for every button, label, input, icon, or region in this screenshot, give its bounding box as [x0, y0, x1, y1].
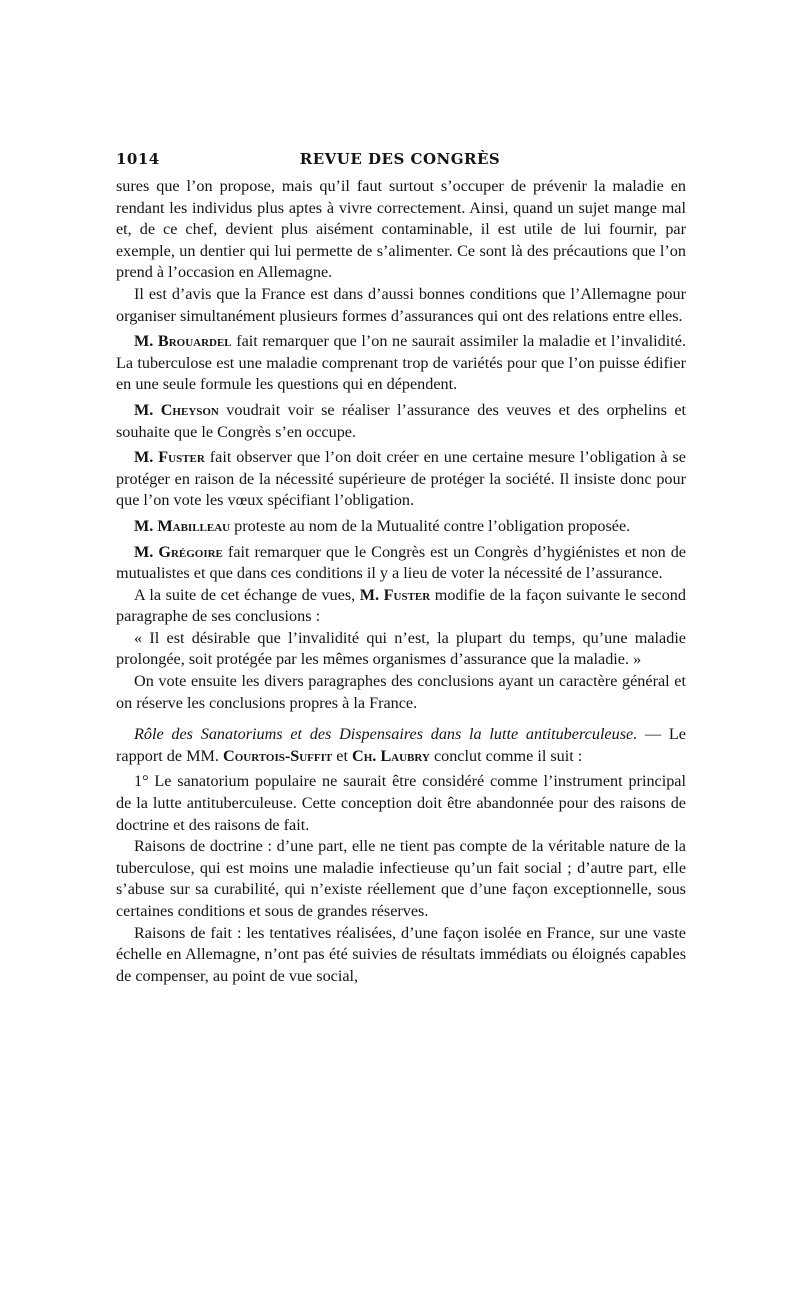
paragraph: M. Cheyson voudrait voir se réaliser l’assurance des veuves et des orphelins et souhaite que le Congrès s’en occupe.	[116, 400, 686, 441]
paragraph: A la suite de cet échange de vues, M. Fuster modifie de la façon suivante le second paragraphe de ses conclusions :	[116, 585, 686, 626]
paragraph: Raisons de doctrine : d’une part, elle ne tient pas compte de la véritable nature de la tuberculose, qui est moins une maladie infectieuse qu’un fait social ; d’autre part, elle s’abuse sur sa curabilité, qui n’existe réellement que d’une façon exceptionnelle, sous certaines conditions et sous de grandes réserves.	[116, 837, 686, 920]
paragraph: M. Brouardel fait remarquer que l’on ne saurait assimiler la maladie et l’invalidité. La tuberculose est une maladie comprenant trop de variétés pour que l’on puisse édifier en une seule formule les questions qui en dépendent.	[116, 332, 686, 394]
author-name: Courtois-Suffit	[223, 746, 333, 765]
paragraph: 1° Le sanatorium populaire ne saurait être considéré comme l’instrument principal de la lutte antituberculeuse. Cette conception doit être abandonnée pour des raisons de doctrine et des raisons de fait.	[116, 772, 686, 834]
paragraph: M. Mabilleau proteste au nom de la Mutualité contre l’obligation proposée.	[134, 516, 631, 535]
speaker-name: M. Mabilleau	[134, 516, 231, 535]
paragraph: M. Fuster fait observer que l’on doit créer en une certaine mesure l’obligation à se protéger en raison de la nécessité supérieure de protéger la société. Il insiste donc pour que l’on vote les vœux spécifiant l’obligation.	[116, 448, 686, 510]
section-title: Rôle des Sanatoriums et des Dispensaires dans la lutte antituberculeuse.	[134, 725, 638, 744]
paragraph: sures que l’on propose, mais qu’il faut surtout s’occuper de prévenir la maladie en rendant les individus plus aptes à vivre correctement. Ainsi, quand un sujet mange mal et, de ce chef, devient plus aisément contaminable, il est utile de lui fournir, par exemple, un dentier qui lui permette de s’alimenter. Ce sont là des précautions que l’on prend à l’occasion en Allemagne.	[116, 177, 686, 282]
speaker-name: M. Cheyson	[134, 400, 219, 419]
speaker-name: M. Fuster	[134, 448, 205, 467]
speaker-name: M. Grégoire	[134, 542, 223, 561]
speaker-name: M. Fuster	[359, 585, 431, 604]
paragraph: Il est d’avis que la France est dans d’aussi bonnes conditions que l’Allemagne pour organiser simultanément plusieurs formes d’assurances qui ont des relations entre elles.	[116, 284, 686, 325]
page-number: 1014	[116, 150, 160, 168]
running-title: REVUE DES CONGRÈS	[299, 150, 501, 168]
quote-paragraph: « Il est désirable que l’invalidité qui n’est, la plupart du temps, qu’une maladie prolongée, soit protégée par les mêmes organismes d’assurance que la maladie. »	[116, 628, 686, 669]
author-name: Ch. Laubry	[352, 746, 430, 765]
speaker-name: M. Brouardel	[134, 332, 232, 351]
paragraph: Raisons de fait : les tentatives réalisées, d’une façon isolée en France, sur une vaste échelle en Allemagne, n’ont pas été suivies de résultats immédiats ou éloignés capables de compenser, au point de vue social,	[116, 923, 686, 985]
paragraph: M. Grégoire fait remarquer que le Congrès est un Congrès d’hygiénistes et non de mutualistes et que dans ces conditions il y a lieu de voter la nécessité de l’assurance.	[116, 542, 686, 583]
body-text	[116, 176, 686, 987]
section-paragraph: Rôle des Sanatoriums et des Dispensaires dans la lutte antituberculeuse. — Le rapport de MM. Courtois-Suffit et Ch. Laubry conclut comme il suit :	[116, 725, 686, 765]
paragraph: On vote ensuite les divers paragraphes des conclusions ayant un caractère général et on réserve les conclusions propres à la France.	[116, 672, 686, 712]
